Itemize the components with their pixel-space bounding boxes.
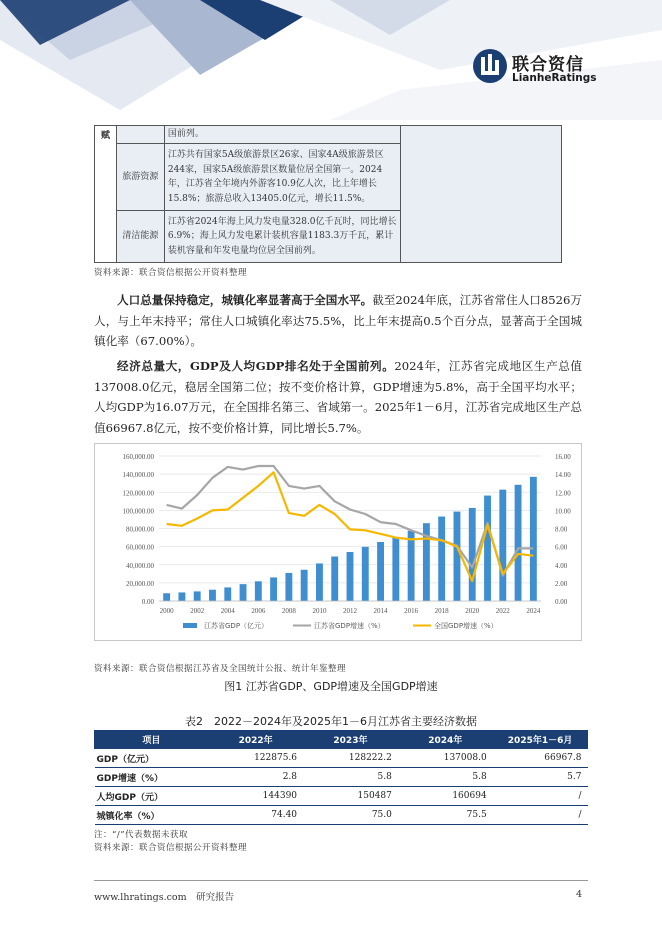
legend-label: 全国GDP增速（%） xyxy=(434,622,498,630)
resource-table xyxy=(94,125,562,263)
gdp-bar xyxy=(515,485,522,601)
table-header-row xyxy=(95,731,588,749)
table-cell: / xyxy=(493,787,588,806)
gdp-bar xyxy=(454,512,461,601)
chart-source: 资料来源：联合资信根据江苏省及全国统计公报、统计年鉴整理 xyxy=(94,664,347,674)
y-left-tick-label: 100,000.00 xyxy=(122,507,154,516)
table-cell: 74.40 xyxy=(208,806,303,825)
gdp-bar xyxy=(209,590,216,601)
y-left-tick-label: 120,000.00 xyxy=(122,489,154,498)
y-left-tick-label: 20,000.00 xyxy=(126,579,154,588)
table-cell: 128222.2 xyxy=(303,749,398,768)
gdp-bar xyxy=(301,570,308,601)
y-left-tick-label: 60,000.00 xyxy=(126,543,154,552)
gdp-bar xyxy=(469,508,476,601)
col-header-item: 项目 xyxy=(95,731,209,749)
x-tick-label: 2002 xyxy=(190,607,205,615)
table-cell: 144390 xyxy=(208,787,303,806)
logo-mark-icon xyxy=(472,48,508,84)
row-label: 城镇化率（%） xyxy=(95,806,209,825)
resource-category: 赋 xyxy=(95,126,117,263)
page-number: 4 xyxy=(575,889,582,900)
gdp-bar xyxy=(194,591,201,601)
gdp-bar xyxy=(377,542,384,601)
resource-desc-2: 江苏省2024年海上风力发电量328.0亿千瓦时，同比增长6.9%；海上风力发电累计装机容量1183.3万千瓦，累计装机容量和年发电量均位居全国前列。 xyxy=(164,211,401,263)
logo-cn-text: 联合资信 xyxy=(512,55,584,75)
table-cell: 122875.6 xyxy=(208,749,303,768)
table-source: 资料来源：联合资信根据公开资料整理 xyxy=(94,843,248,853)
y-right-tick-label: 10.00 xyxy=(555,507,571,516)
x-tick-label: 2012 xyxy=(343,607,357,615)
table-row xyxy=(95,787,588,806)
y-right-tick-label: 14.00 xyxy=(555,471,571,480)
resource-sub-2: 清洁能源 xyxy=(116,211,164,263)
row-label: 人均GDP（元） xyxy=(95,787,209,806)
col-header-2024: 2024年 xyxy=(398,731,493,749)
resource-sub-0 xyxy=(116,126,164,144)
y-right-tick-label: 4.00 xyxy=(555,561,568,570)
gdp-chart-svg xyxy=(95,444,583,642)
x-tick-label: 2006 xyxy=(251,607,266,615)
gdp-bar xyxy=(530,477,537,601)
y-left-tick-label: 80,000.00 xyxy=(126,525,154,534)
x-tick-label: 2020 xyxy=(465,607,480,615)
y-right-tick-label: 2.00 xyxy=(555,579,568,588)
x-tick-label: 2016 xyxy=(404,607,419,615)
y-left-tick-label: 140,000.00 xyxy=(122,471,154,480)
gdp-bar xyxy=(224,587,231,601)
resource-desc-0: 国前列。 xyxy=(164,126,401,144)
gdp-bar xyxy=(178,592,185,601)
y-left-tick-label: 0.00 xyxy=(141,598,154,606)
resource-blank-cell xyxy=(401,126,562,263)
gdp-bar xyxy=(484,496,491,601)
legend-label: 江苏省GDP增速（%） xyxy=(314,622,385,630)
gdp-bar xyxy=(316,563,323,601)
gdp-bar xyxy=(255,581,262,601)
x-tick-label: 2004 xyxy=(220,607,235,615)
gdp-bar xyxy=(285,573,292,601)
y-left-tick-label: 40,000.00 xyxy=(126,561,154,570)
table-cell: 5.7 xyxy=(493,768,588,787)
gdp-bar xyxy=(408,531,415,601)
y-right-tick-label: 0.00 xyxy=(555,598,568,606)
table-cell: 75.0 xyxy=(303,806,398,825)
paragraph-economy-lead: 经济总量大，GDP及人均GDP排名处于全国前列。 xyxy=(117,359,395,373)
table-cell: 150487 xyxy=(303,787,398,806)
gdp-bar xyxy=(392,537,399,601)
resource-sub-1: 旅游资源 xyxy=(116,144,164,211)
x-tick-label: 2000 xyxy=(159,607,174,615)
chart-title: 图1 江苏省GDP、GDP增速及全国GDP增速 xyxy=(224,680,438,693)
table-row xyxy=(95,749,588,768)
x-tick-label: 2008 xyxy=(281,607,296,615)
paragraph-population-lead: 人口总量保持稳定，城镇化率显著高于全国水平。 xyxy=(117,293,373,307)
y-right-tick-label: 16.00 xyxy=(555,453,571,461)
gdp-bar xyxy=(499,490,506,601)
company-logo xyxy=(472,48,597,88)
table-note: 注：“/”代表数据未获取 xyxy=(94,830,189,840)
row-label: GDP（亿元） xyxy=(95,749,209,768)
row-label: GDP增速（%） xyxy=(95,768,209,787)
legend-label: 江苏省GDP（亿元） xyxy=(204,622,269,630)
footer-divider xyxy=(94,880,588,881)
gdp-bar xyxy=(331,556,338,601)
table-row xyxy=(95,768,588,787)
table-cell: 5.8 xyxy=(303,768,398,787)
y-right-tick-label: 8.00 xyxy=(555,525,568,534)
table-caption: 表2 2022－2024年及2025年1－6月江苏省主要经济数据 xyxy=(185,715,477,728)
x-tick-label: 2022 xyxy=(495,607,510,615)
footer-site: www.lhratings.com 研究报告 xyxy=(94,892,235,903)
y-left-tick-label: 160,000.00 xyxy=(122,453,154,461)
y-right-tick-label: 6.00 xyxy=(555,543,568,552)
gdp-chart xyxy=(94,443,582,641)
y-right-tick-label: 12.00 xyxy=(555,489,571,498)
x-tick-label: 2018 xyxy=(434,607,449,615)
table-cell: 137008.0 xyxy=(398,749,493,768)
gdp-bar xyxy=(362,547,369,601)
gdp-bar xyxy=(163,593,170,601)
gdp-bar xyxy=(240,584,247,601)
table-row xyxy=(95,806,588,825)
table-cell: 2.8 xyxy=(208,768,303,787)
legend-swatch-gdp xyxy=(183,623,197,628)
x-tick-label: 2024 xyxy=(526,607,541,615)
table-cell: / xyxy=(493,806,588,825)
gdp-bar xyxy=(438,517,445,601)
col-header-2023: 2023年 xyxy=(303,731,398,749)
resource-desc-1: 江苏共有国家5A级旅游景区26家、国家4A级旅游景区244家，国家5A级旅游景区数量位居全国第一。2024年，江苏省全年境内外游客10.9亿人次，比上年增长15.8%；旅游总收入13405.0亿元，增长11.5%。 xyxy=(164,144,401,211)
logo-en-text: LianheRatings xyxy=(512,72,597,84)
col-header-2025h1: 2025年1－6月 xyxy=(493,731,588,749)
resource-source: 资料来源：联合资信根据公开资料整理 xyxy=(94,268,248,278)
table-cell: 66967.8 xyxy=(493,749,588,768)
table-cell: 5.8 xyxy=(398,768,493,787)
table-cell: 160694 xyxy=(398,787,493,806)
col-header-2022: 2022年 xyxy=(208,731,303,749)
paragraph-population-body: 截至2024年底，江苏省常住人口8526万人，与上年末持平；常住人口城镇化率达75.5%，比上年末提高0.5个百分点，显著高于全国城镇化率（67.00%）。 xyxy=(94,293,582,348)
paragraph-population xyxy=(94,290,582,352)
gdp-bar xyxy=(347,552,354,601)
paragraph-economy xyxy=(94,356,582,438)
x-tick-label: 2010 xyxy=(312,607,327,615)
economic-data-table xyxy=(94,730,588,825)
table-cell: 75.5 xyxy=(398,806,493,825)
paragraph-economy-body: 2024年，江苏省完成地区生产总值137008.0亿元，稳居全国第二位；按不变价格计算，GDP增速为5.8%，高于全国平均水平；人均GDP为16.07万元，在全国排名第三、省域第一。2025年1－6月，江苏省完成地区生产总值66967.8亿元，按不变价格计算，同比增长5.7%。 xyxy=(94,359,582,435)
gdp-bar xyxy=(270,577,277,601)
x-tick-label: 2014 xyxy=(373,607,388,615)
